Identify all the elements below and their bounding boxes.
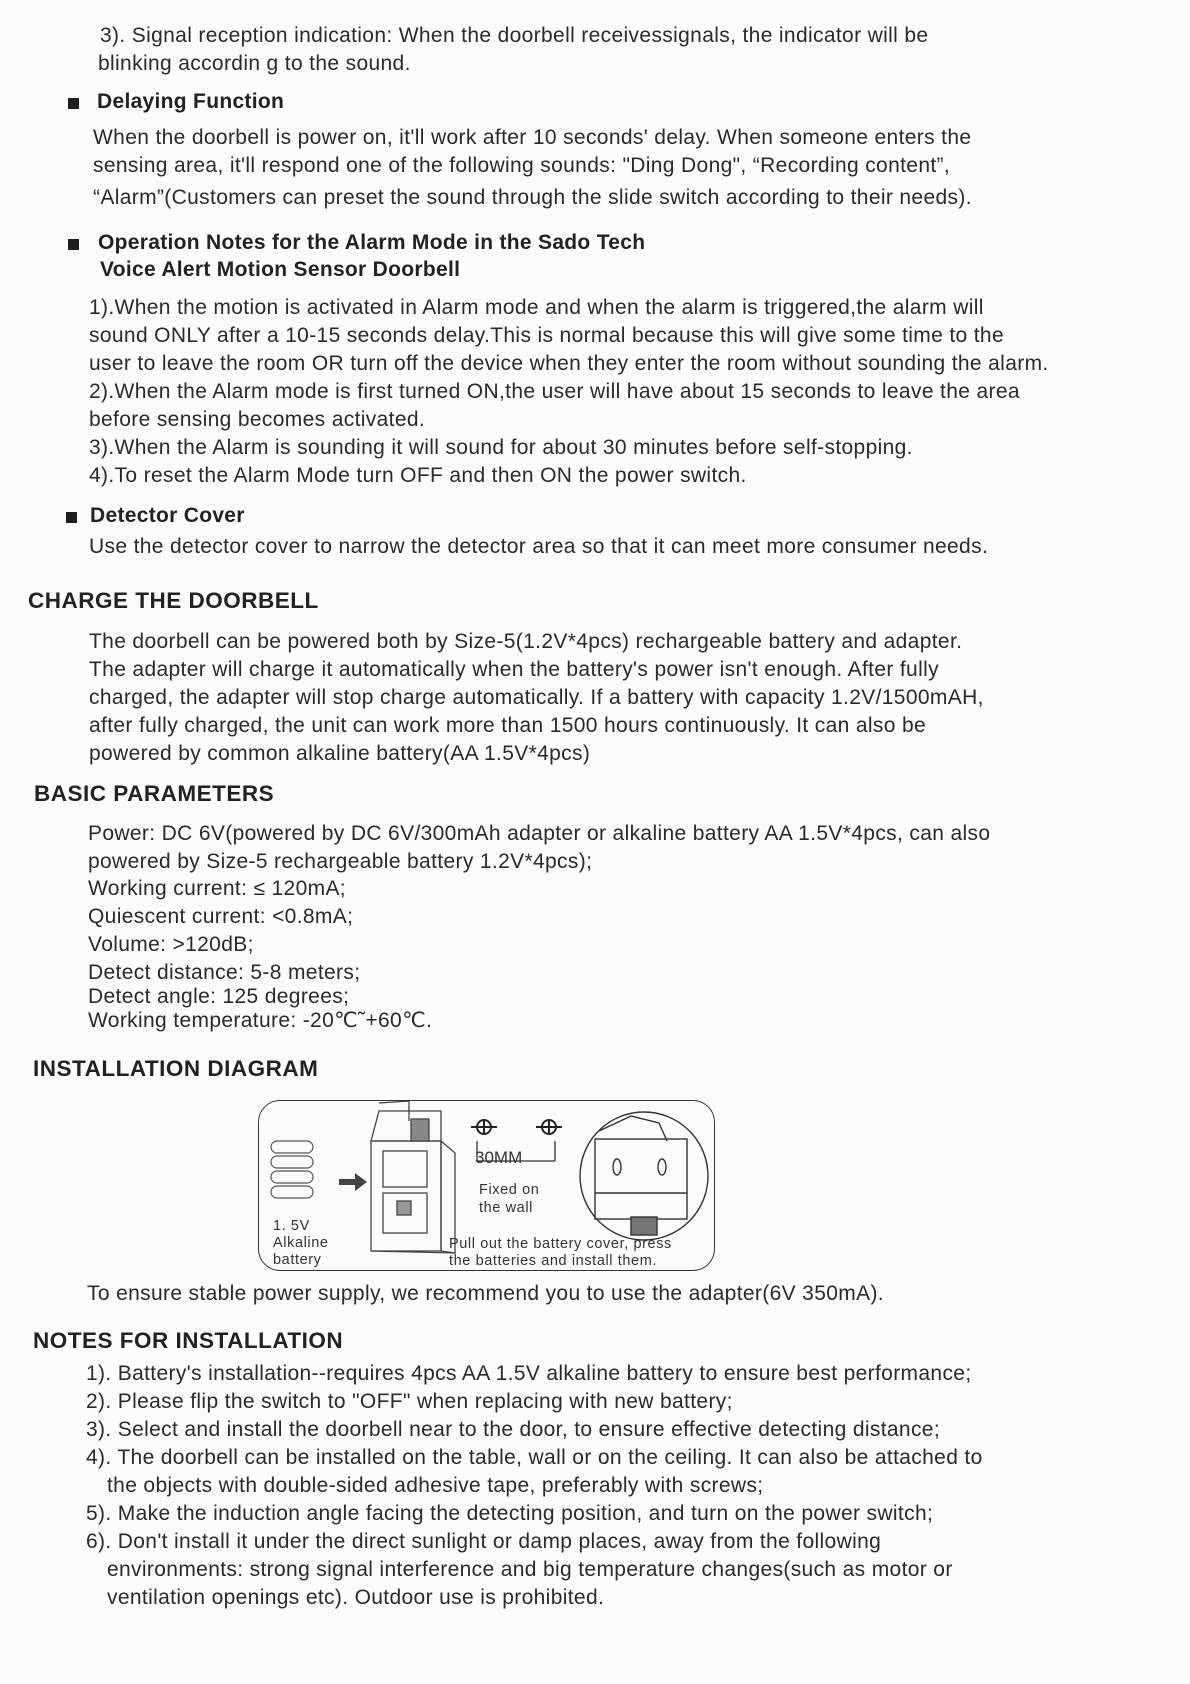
battery-stack-icon (271, 1141, 313, 1198)
bullet-square-icon (68, 239, 79, 250)
install-note-line-6: 5). Make the induction angle facing the detecting position, and turn on the power switch; (86, 1502, 934, 1525)
bullet-square-icon (68, 98, 79, 109)
charge-line-3: charged, the adapter will stop charge automatically. If a battery with capacity 1.2V/1500mAH, (89, 686, 984, 709)
param-line-1: Power: DC 6V(powered by DC 6V/300mAh adapter or alkaline battery AA 1.5V*4pcs, can also (88, 822, 991, 845)
battery-label: battery (273, 1252, 322, 1268)
pull-out-label-1: Pull out the battery cover, press (449, 1236, 672, 1252)
notes-install-heading: NOTES FOR INSTALLATION (33, 1328, 344, 1353)
battery-voltage-label: 1. 5V (273, 1218, 310, 1234)
param-line-2: powered by Size-5 rechargeable battery 1.2V*4pcs); (88, 850, 593, 873)
charge-line-4: after fully charged, the unit can work more than 1500 hours continuously. It can also be (89, 714, 927, 737)
alarm-note-line-3: user to leave the room OR turn off the device when they enter the room without sounding the alarm. (89, 352, 1049, 375)
basic-params-heading: BASIC PARAMETERS (34, 781, 275, 806)
screw-icon (471, 1120, 497, 1134)
charge-line-5: powered by common alkaline battery(AA 1.5V*4pcs) (89, 742, 591, 765)
installation-diagram (258, 1100, 715, 1271)
detector-cover-title: Detector Cover (90, 504, 245, 527)
delaying-title: Delaying Function (97, 90, 285, 113)
alarm-note-line-2: sound ONLY after a 10-15 seconds delay.This is normal because this will give some time to the (89, 324, 1004, 347)
alarm-note-line-7: 4).To reset the Alarm Mode turn OFF and then ON the power switch. (89, 464, 747, 487)
install-note-line-4: 4). The doorbell can be installed on the table, wall or on the ceiling. It can also be attached to (86, 1446, 983, 1469)
installation-heading: INSTALLATION DIAGRAM (33, 1056, 319, 1081)
param-line-6: Detect distance: 5-8 meters; (88, 961, 361, 984)
install-note-line-2: 2). Please flip the switch to "OFF" when replacing with new battery; (86, 1390, 733, 1413)
alarm-note-line-6: 3).When the Alarm is sounding it will sound for about 30 minutes before self-stopping. (89, 436, 913, 459)
measure-label: 30MM (475, 1148, 523, 1167)
install-note-line-5: the objects with double-sided adhesive tape, preferably with screws; (107, 1474, 764, 1497)
the-wall-label: the wall (479, 1200, 533, 1216)
param-line-7: Detect angle: 125 degrees; (88, 985, 350, 1008)
bullet-square-icon (66, 512, 77, 523)
param-line-4: Quiescent current: <0.8mA; (88, 905, 354, 928)
battery-type-label: Alkaline (273, 1235, 329, 1251)
install-note-line-3: 3). Select and install the doorbell near to the door, to ensure effective detecting distance; (86, 1418, 941, 1441)
install-note-line-9: ventilation openings etc). Outdoor use is prohibited. (107, 1586, 605, 1609)
doorbell-unit-icon (371, 1101, 455, 1253)
install-note-line-8: environments: strong signal interference and big temperature changes(such as motor or (107, 1558, 953, 1581)
fixed-on-label: Fixed on (479, 1182, 540, 1198)
pull-out-label-2: the batteries and install them. (449, 1253, 658, 1269)
charge-heading: CHARGE THE DOORBELL (28, 588, 319, 613)
param-line-8: Working temperature: -20℃˜+60℃. (88, 1009, 433, 1032)
charge-line-1: The doorbell can be powered both by Size-5(1.2V*4pcs) rechargeable battery and adapter. (89, 630, 963, 653)
alarm-note-line-1: 1).When the motion is activated in Alarm mode and when the alarm is triggered,the alarm will (89, 296, 984, 319)
install-note-line-1: 1). Battery's installation--requires 4pcs AA 1.5V alkaline battery to ensure best performance; (86, 1362, 972, 1385)
alarm-note-line-4: 2).When the Alarm mode is first turned ON,the user will have about 15 seconds to leave the area (89, 380, 1020, 403)
alarm-notes-title-1: Operation Notes for the Alarm Mode in the Sado Tech (98, 231, 646, 254)
signal-line-1: 3). Signal reception indication: When the doorbell receivessignals, the indicator will be (100, 24, 929, 47)
delaying-line-3: “Alarm”(Customers can preset the sound through the slide switch according to their needs). (93, 186, 972, 209)
adapter-recommendation: To ensure stable power supply, we recommend you to use the adapter(6V 350mA). (87, 1282, 884, 1305)
magnified-detail-icon (580, 1112, 708, 1240)
signal-line-2: blinking accordin g to the sound. (98, 52, 411, 75)
param-line-3: Working current: ≤ 120mA; (88, 877, 346, 900)
charge-line-2: The adapter will charge it automatically when the battery's power isn't enough. After fully (89, 658, 939, 681)
delaying-line-1: When the doorbell is power on, it'll work after 10 seconds' delay. When someone enters the (93, 126, 972, 149)
param-line-5: Volume: >120dB; (88, 933, 254, 956)
alarm-note-line-5: before sensing becomes activated. (89, 408, 426, 431)
alarm-notes-title-2: Voice Alert Motion Sensor Doorbell (100, 258, 461, 281)
insert-arrow-icon (339, 1173, 367, 1191)
delaying-line-2: sensing area, it'll respond one of the following sounds: "Ding Dong", “Recording content”, (93, 154, 951, 177)
detector-cover-line-1: Use the detector cover to narrow the detector area so that it can meet more consumer needs. (89, 535, 989, 558)
install-note-line-7: 6). Don't install it under the direct sunlight or damp places, away from the following (86, 1530, 882, 1553)
screw-icon (536, 1120, 562, 1134)
